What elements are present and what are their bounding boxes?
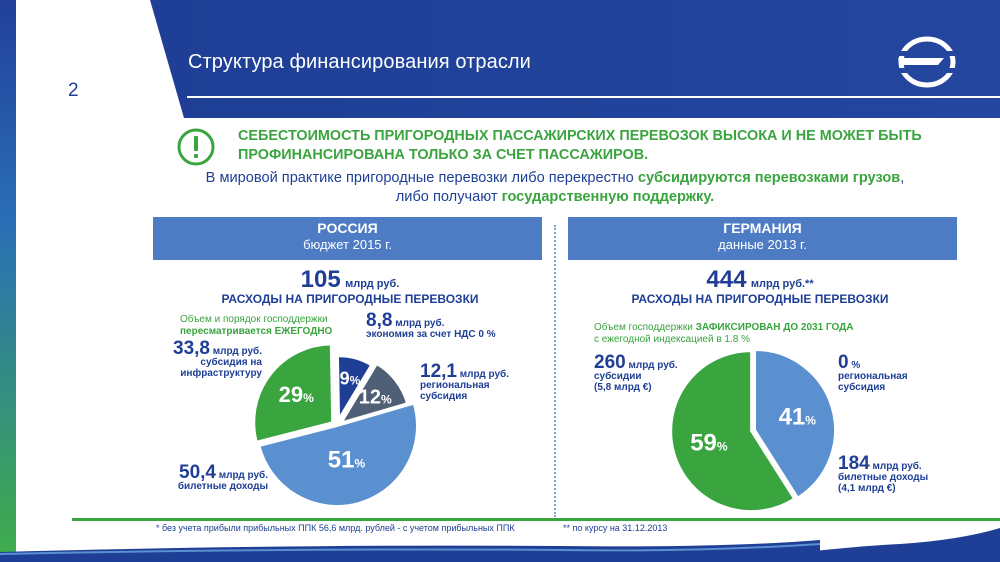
germany-regional-line-2: субсидия [838,382,886,393]
germany-tickets-unit: млрд руб. [872,461,922,472]
russia-total-caption: РАСХОДЫ НА ПРИГОРОДНЫЕ ПЕРЕВОЗКИ [221,292,479,306]
russia-total-value: 105 [300,266,341,293]
germany-note-line-2: с ежегодной индексацией в 1.8 % [594,334,750,345]
left-gradient-strip [0,0,16,562]
subtext-line-1 [140,169,970,188]
germany-header-box [568,217,957,260]
page-number: 2 [68,80,79,101]
germany-note-line-1a: Объем господдержки [594,322,696,333]
russia-note-line-2: пересматривается ЕЖЕГОДНО [180,326,333,337]
subtext [140,169,970,207]
russia-infra-line-2: инфраструктуру [180,368,262,379]
subtext-line-2 [140,188,970,207]
headline-line-1: СЕБЕСТОИМОСТЬ ПРИГОРОДНЫХ ПАССАЖИРСКИХ ПЕРЕВОЗОК ВЫСОКА И НЕ МОЖЕТ БЫТЬ [238,128,922,144]
russia-tickets-value: 50,4 [179,462,216,483]
subtext-part2: либо получают [395,189,502,205]
germany-total [580,266,940,306]
germany-label-subsidy [594,352,678,393]
germany-tickets-line-2: (4,1 млрд €) [838,483,896,494]
russia-slice-label-0: 29% [278,381,314,407]
russia-vat-line-1: экономия за счет НДС 0 % [366,329,496,340]
column-divider [554,225,556,517]
russia-slice-label-3: 51% [327,446,366,474]
russia-vat-value: 8,8 [366,310,393,331]
russia-tickets-unit: млрд руб. [218,470,268,481]
russia-pie-chart [255,330,423,510]
russia-regional-value: 12,1 [420,361,457,382]
russia-label-infrastructure [150,338,262,379]
subtext-part1-end: , [900,170,905,186]
footnote-right: ** по курсу на 31.12.2013 [563,523,668,533]
footnote-left: * без учета прибыли прибыльных ППК 56,6 млрд. рублей - с учетом прибыльных ППК [156,523,515,533]
russia-tickets-line-1: билетные доходы [177,481,268,492]
russia-period: бюджет 2015 г. [303,237,392,252]
russia-regional-unit: млрд руб. [459,369,509,380]
germany-subsidy-unit: млрд руб. [628,360,678,371]
germany-label-tickets [838,453,929,494]
germany-note [594,322,853,346]
subtext-part2-bold: государственную поддержку. [501,189,715,205]
russia-regional-line-1: региональная [420,380,490,391]
germany-name: ГЕРМАНИЯ [723,220,802,236]
germany-period: данные 2013 г. [718,237,807,252]
germany-regional-value: 0 [838,352,849,373]
germany-regional-unit: % [851,360,861,371]
russia-slice-label-2: 12% [358,386,392,409]
russia-label-regional [420,361,509,402]
russia-header-box [153,217,542,260]
russia-slice-label-1: 9% [339,368,361,389]
footer-rule [72,518,1000,521]
russia-regional-line-2: субсидия [420,391,468,402]
germany-subsidy-line-1: субсидии [594,371,642,382]
headline-line-2: ПРОФИНАНСИРОВАНА ТОЛЬКО ЗА СЧЕТ ПАССАЖИРОВ. [238,147,649,163]
germany-total-caption: РАСХОДЫ НА ПРИГОРОДНЫЕ ПЕРЕВОЗКИ [631,292,889,306]
russia-infra-line-1: субсидия на [200,357,262,368]
germany-pie-chart [672,345,838,515]
russia-infra-unit: млрд руб. [212,346,262,357]
company-logo-icon [896,34,958,90]
subtext-part1: В мировой практике пригородные перевозки либо перекрестно [205,170,638,186]
russia-vat-unit: млрд руб. [395,318,445,329]
russia-total [170,266,530,306]
russia-infra-value: 33,8 [173,338,210,359]
headline [238,127,958,165]
warning-icon [176,127,216,167]
footer-wave [0,540,820,562]
germany-subsidy-line-2: (5,8 млрд €) [594,382,652,393]
subtext-part1-bold: субсидируются перевозками грузов [637,170,901,186]
russia-note-line-1: Объем и порядок господдержки [180,314,328,325]
germany-label-regional [838,352,908,393]
footer-wave-right [740,528,1000,562]
germany-note-line-1b: ЗАФИКСИРОВАН ДО 2031 ГОДА [695,322,854,333]
page-title: Структура финансирования отрасли [188,51,531,73]
germany-tickets-line-1: билетные доходы [838,472,929,483]
germany-tickets-value: 184 [838,453,870,474]
russia-name: РОССИЯ [317,220,378,236]
germany-regional-line-1: региональная [838,371,908,382]
russia-label-tickets [150,462,268,492]
germany-slice-label-0: 59% [690,429,728,457]
header-rule [187,96,1000,98]
germany-total-value: 444 [706,266,747,293]
russia-total-unit: млрд руб. [345,278,400,290]
germany-slice-label-1: 41% [778,403,816,431]
germany-total-unit: млрд руб.** [750,278,814,290]
germany-subsidy-value: 260 [594,352,626,373]
